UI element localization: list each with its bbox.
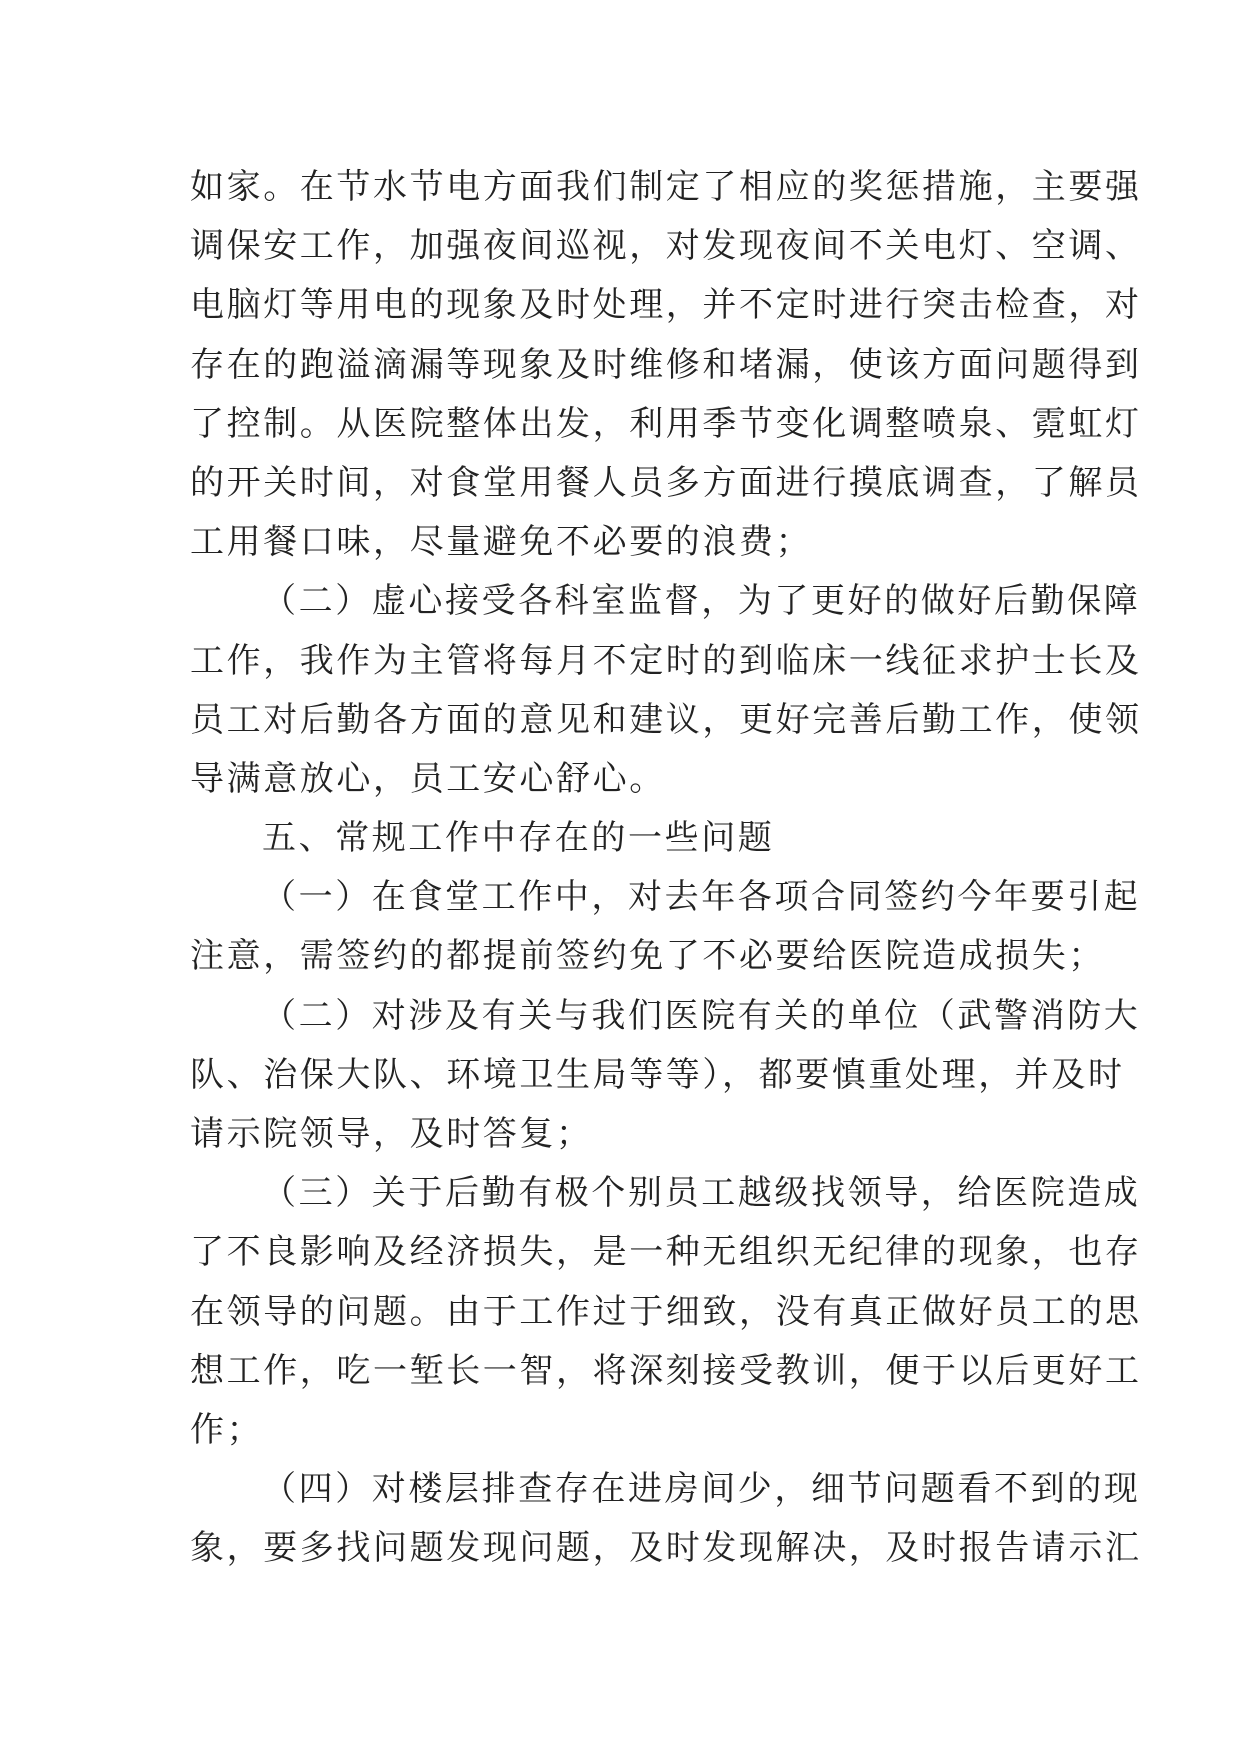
- text-line: 了控制。从医院整体出发，利用季节变化调整喷泉、霓虹灯: [190, 403, 1142, 444]
- paragraph-start-line: （四）对楼层排查存在进房间少，细节问题看不到的现: [262, 1469, 1141, 1510]
- text-line: 了不良影响及经济损失，是一种无组织无纪律的现象，也存: [190, 1232, 1142, 1273]
- text-line: 存在的跑溢滴漏等现象及时维修和堵漏，使该方面问题得到: [190, 344, 1142, 385]
- paragraph-start-line: （一）在食堂工作中，对去年各项合同签约今年要引起: [262, 877, 1141, 918]
- text-line: 的开关时间，对食堂用餐人员多方面进行摸底调查，了解员: [190, 462, 1142, 503]
- text-line: 注意，需签约的都提前签约免了不必要给医院造成损失；: [190, 936, 1105, 977]
- text-line: 如家。在节水节电方面我们制定了相应的奖惩措施，主要强: [190, 167, 1142, 207]
- section-heading: 五、常规工作中存在的一些问题: [262, 818, 775, 859]
- text-line: 员工对后勤各方面的意见和建议，更好完善后勤工作，使领: [190, 699, 1142, 740]
- text-line: 调保安工作，加强夜间巡视，对发现夜间不关电灯、空调、: [190, 226, 1142, 267]
- text-line: 导满意放心，员工安心舒心。: [190, 758, 666, 799]
- text-line: 请示院领导，及时答复；: [190, 1114, 593, 1154]
- text-line: 作；: [190, 1409, 264, 1450]
- text-line: 电脑灯等用电的现象及时处理，并不定时进行突击检查，对: [190, 285, 1142, 326]
- text-line: 想工作，吃一堑长一智，将深刻接受教训，便于以后更好工: [190, 1350, 1142, 1391]
- document-body: [190, 158, 1142, 1579]
- text-line: 队、治保大队、环境卫生局等等），都要慎重处理，并及时: [190, 1054, 1125, 1095]
- text-line: 工作，我作为主管将每月不定时的到临床一线征求护士长及: [190, 640, 1142, 681]
- text-line: 工用餐口味，尽量避免不必要的浪费；: [190, 522, 813, 563]
- paragraph-start-line: （二）对涉及有关与我们医院有关的单位（武警消防大: [262, 995, 1141, 1036]
- paragraph-start-line: （三）关于后勤有极个别员工越级找领导，给医院造成: [262, 1173, 1141, 1214]
- text-line: 在领导的问题。由于工作过于细致，没有真正做好员工的思: [190, 1291, 1142, 1332]
- paragraph-start-line: （二）虚心接受各科室监督，为了更好的做好后勤保障: [262, 581, 1141, 622]
- text-line: 象，要多找问题发现问题，及时发现解决，及时报告请示汇: [190, 1528, 1142, 1569]
